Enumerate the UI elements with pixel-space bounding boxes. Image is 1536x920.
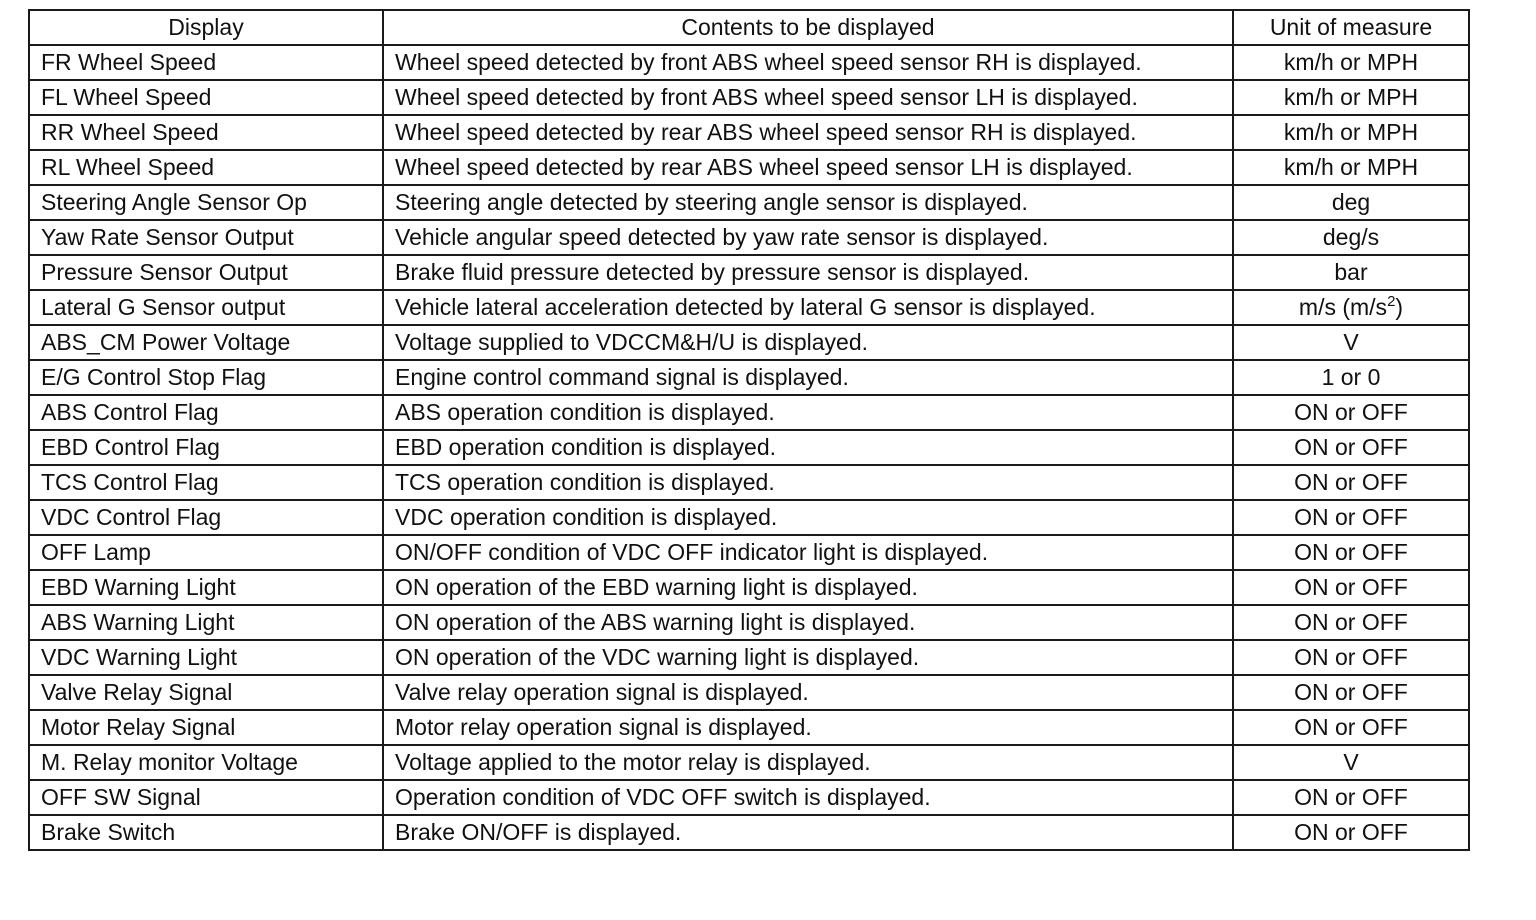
unit-cell: ON or OFF	[1233, 570, 1469, 605]
display-cell: ABS Warning Light	[29, 605, 383, 640]
contents-cell: ON operation of the ABS warning light is displayed.	[383, 605, 1233, 640]
header-display: Display	[29, 10, 383, 45]
display-cell: RL Wheel Speed	[29, 150, 383, 185]
contents-cell: Vehicle lateral acceleration detected by lateral G sensor is displayed.	[383, 290, 1233, 325]
contents-cell: Wheel speed detected by rear ABS wheel speed sensor RH is displayed.	[383, 115, 1233, 150]
table-row	[29, 745, 1469, 780]
display-cell: TCS Control Flag	[29, 465, 383, 500]
header-unit: Unit of measure	[1233, 10, 1469, 45]
contents-cell: ON operation of the EBD warning light is displayed.	[383, 570, 1233, 605]
unit-cell: ON or OFF	[1233, 535, 1469, 570]
table-row	[29, 80, 1469, 115]
unit-cell: km/h or MPH	[1233, 80, 1469, 115]
display-cell: Motor Relay Signal	[29, 710, 383, 745]
contents-cell: Brake ON/OFF is displayed.	[383, 815, 1233, 850]
unit-cell: ON or OFF	[1233, 430, 1469, 465]
data-monitor-table-container	[28, 9, 1470, 851]
display-cell: OFF SW Signal	[29, 780, 383, 815]
header-contents: Contents to be displayed	[383, 10, 1233, 45]
unit-cell: V	[1233, 325, 1469, 360]
display-cell: ABS Control Flag	[29, 395, 383, 430]
unit-cell: deg	[1233, 185, 1469, 220]
unit-cell: 1 or 0	[1233, 360, 1469, 395]
table-row	[29, 605, 1469, 640]
table-row	[29, 430, 1469, 465]
table-row	[29, 255, 1469, 290]
display-cell: FR Wheel Speed	[29, 45, 383, 80]
display-cell: Valve Relay Signal	[29, 675, 383, 710]
unit-cell	[1233, 290, 1469, 325]
table-row	[29, 710, 1469, 745]
table-row	[29, 815, 1469, 850]
display-cell: EBD Warning Light	[29, 570, 383, 605]
display-cell: E/G Control Stop Flag	[29, 360, 383, 395]
table-row	[29, 535, 1469, 570]
table-row	[29, 675, 1469, 710]
table-row	[29, 220, 1469, 255]
contents-cell: ON/OFF condition of VDC OFF indicator light is displayed.	[383, 535, 1233, 570]
table-row	[29, 45, 1469, 80]
unit-text: m/s (m/s	[1298, 294, 1388, 320]
display-cell: Steering Angle Sensor Op	[29, 185, 383, 220]
table-row	[29, 570, 1469, 605]
unit-cell: ON or OFF	[1233, 395, 1469, 430]
table-row	[29, 640, 1469, 675]
unit-cell: ON or OFF	[1233, 640, 1469, 675]
table-row	[29, 150, 1469, 185]
unit-cell: ON or OFF	[1233, 465, 1469, 500]
display-cell: FL Wheel Speed	[29, 80, 383, 115]
contents-cell: ABS operation condition is displayed.	[383, 395, 1233, 430]
display-cell: Brake Switch	[29, 815, 383, 850]
table-row	[29, 395, 1469, 430]
contents-cell: Valve relay operation signal is displayed.	[383, 675, 1233, 710]
contents-cell: Voltage applied to the motor relay is displayed.	[383, 745, 1233, 780]
contents-cell: Brake fluid pressure detected by pressure sensor is displayed.	[383, 255, 1233, 290]
contents-cell: Wheel speed detected by front ABS wheel speed sensor RH is displayed.	[383, 45, 1233, 80]
contents-cell: Engine control command signal is displayed.	[383, 360, 1233, 395]
contents-cell: TCS operation condition is displayed.	[383, 465, 1233, 500]
unit-cell: km/h or MPH	[1233, 115, 1469, 150]
data-monitor-table	[28, 9, 1470, 851]
unit-cell: ON or OFF	[1233, 605, 1469, 640]
display-cell: ABS_CM Power Voltage	[29, 325, 383, 360]
unit-cell: ON or OFF	[1233, 675, 1469, 710]
display-cell: VDC Warning Light	[29, 640, 383, 675]
display-cell: Lateral G Sensor output	[29, 290, 383, 325]
unit-superscript: 2	[1387, 293, 1396, 310]
unit-cell: ON or OFF	[1233, 710, 1469, 745]
display-cell: M. Relay monitor Voltage	[29, 745, 383, 780]
unit-cell: ON or OFF	[1233, 500, 1469, 535]
table-row	[29, 465, 1469, 500]
display-cell: RR Wheel Speed	[29, 115, 383, 150]
unit-cell: deg/s	[1233, 220, 1469, 255]
display-cell: Pressure Sensor Output	[29, 255, 383, 290]
contents-cell: Vehicle angular speed detected by yaw rate sensor is displayed.	[383, 220, 1233, 255]
contents-cell: EBD operation condition is displayed.	[383, 430, 1233, 465]
contents-cell: ON operation of the VDC warning light is displayed.	[383, 640, 1233, 675]
contents-cell: Wheel speed detected by rear ABS wheel speed sensor LH is displayed.	[383, 150, 1233, 185]
table-row	[29, 115, 1469, 150]
unit-cell: km/h or MPH	[1233, 150, 1469, 185]
unit-cell: ON or OFF	[1233, 815, 1469, 850]
unit-cell: V	[1233, 745, 1469, 780]
table-body	[29, 45, 1469, 850]
unit-cell: km/h or MPH	[1233, 45, 1469, 80]
contents-cell: Wheel speed detected by front ABS wheel speed sensor LH is displayed.	[383, 80, 1233, 115]
table-row	[29, 290, 1469, 325]
table-row	[29, 780, 1469, 815]
unit-cell: bar	[1233, 255, 1469, 290]
display-cell: OFF Lamp	[29, 535, 383, 570]
contents-cell: Operation condition of VDC OFF switch is displayed.	[383, 780, 1233, 815]
contents-cell: Motor relay operation signal is displayed.	[383, 710, 1233, 745]
table-row	[29, 325, 1469, 360]
contents-cell: Voltage supplied to VDCCM&H/U is displayed.	[383, 325, 1233, 360]
table-row	[29, 360, 1469, 395]
display-cell: VDC Control Flag	[29, 500, 383, 535]
table-header-row	[29, 10, 1469, 45]
display-cell: Yaw Rate Sensor Output	[29, 220, 383, 255]
contents-cell: Steering angle detected by steering angle sensor is displayed.	[383, 185, 1233, 220]
table-row	[29, 185, 1469, 220]
display-cell: EBD Control Flag	[29, 430, 383, 465]
unit-cell: ON or OFF	[1233, 780, 1469, 815]
unit-text-closing: )	[1395, 294, 1404, 320]
contents-cell: VDC operation condition is displayed.	[383, 500, 1233, 535]
table-row	[29, 500, 1469, 535]
